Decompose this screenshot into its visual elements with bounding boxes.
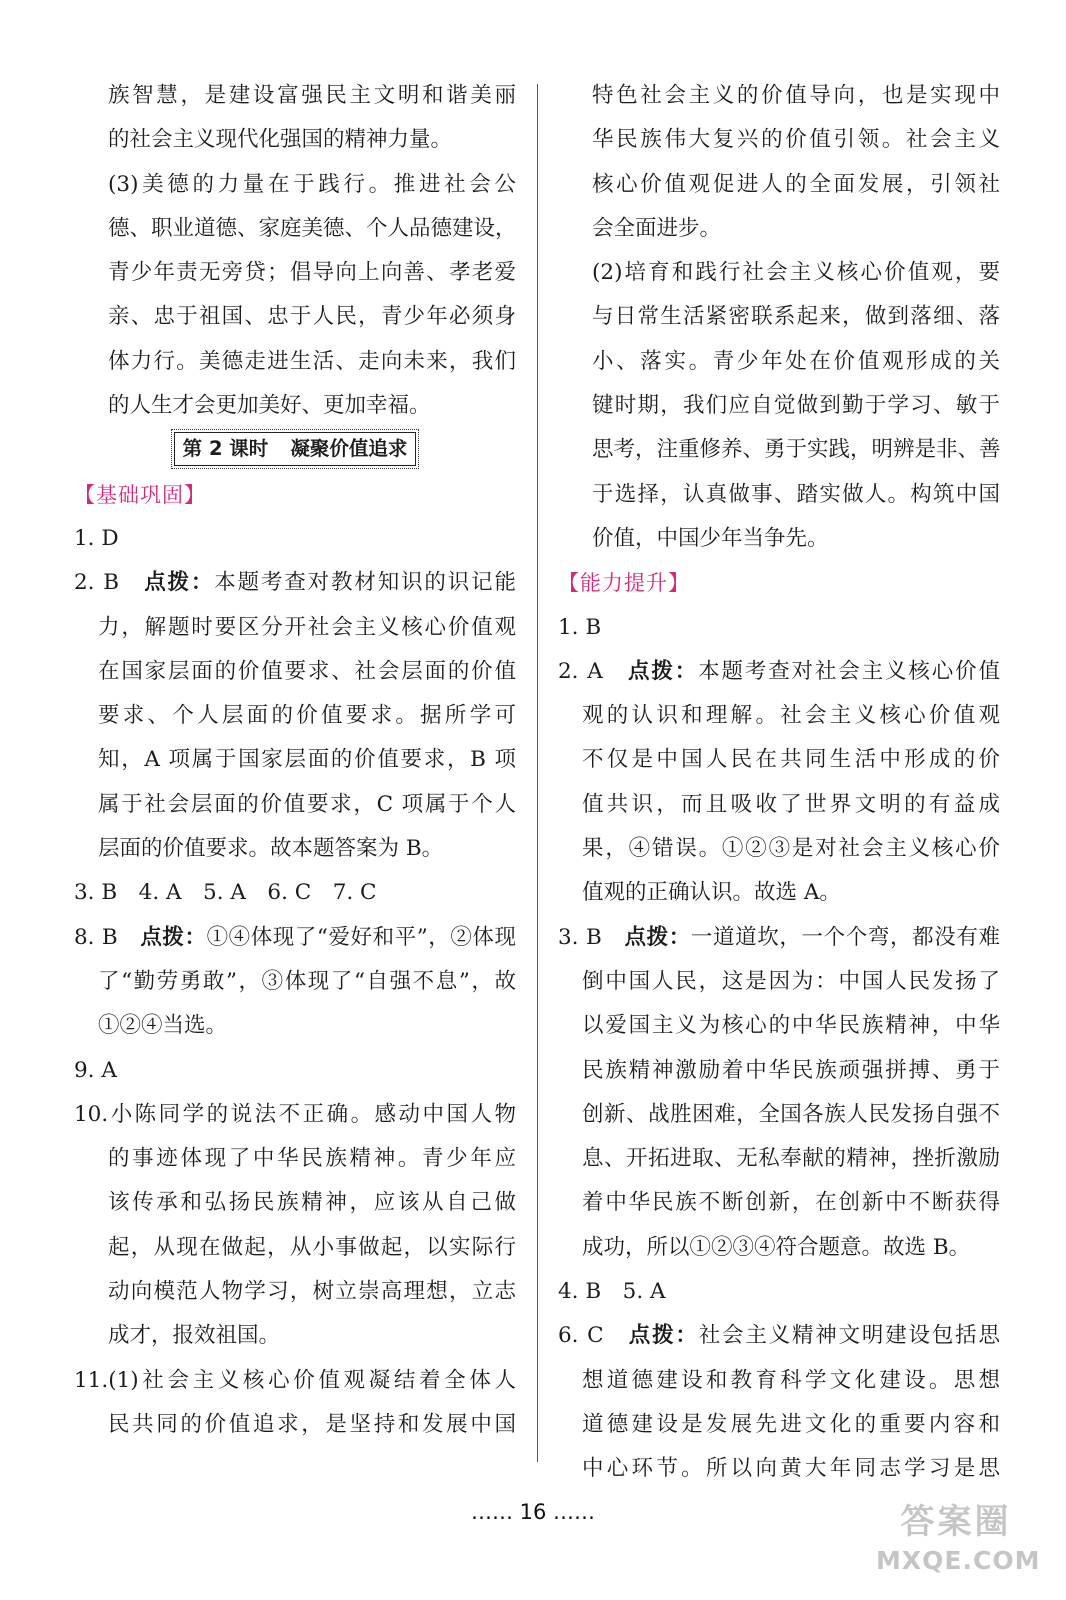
text-line: 特色社会主义的价值导向，也是实现中 xyxy=(592,83,1000,108)
text-line: 的人生才会更加美好、更加幸福。 xyxy=(108,393,431,419)
text-line: 值观的正确认识。故选 A。 xyxy=(582,880,841,906)
answer-number: 10. xyxy=(74,1101,109,1127)
answer-first-line xyxy=(74,916,516,960)
answer-9: 9. A xyxy=(74,1057,117,1083)
text-line: 德、职业道德、家庭美德、个人品德建设， xyxy=(108,215,517,241)
answer-first-line xyxy=(558,916,1000,960)
intro-paragraph xyxy=(74,74,516,428)
text-line: 该传承和弘扬民族精神，应该从自己做 xyxy=(108,1190,516,1216)
lesson-title-box xyxy=(174,432,417,466)
answer-number: 2. B xyxy=(74,570,119,596)
lesson-heading xyxy=(74,428,516,472)
text-line: (2)培育和践行社会主义核心价值观，要 xyxy=(592,260,1000,286)
text-line: 想道德建设和教育科学文化建设。思想 xyxy=(582,1367,1000,1393)
text-line: 的社会主义现代化强国的精神力量。 xyxy=(108,127,453,153)
text-line: 中心环节。所以向黄大年同志学习是思 xyxy=(582,1456,1000,1482)
watermark-url: MXQE.COM xyxy=(876,1546,1041,1575)
section-tag-basic: 【基础巩固】 xyxy=(74,482,206,507)
text-line: 知，A 项属于国家层面的价值要求，B 项 xyxy=(98,747,516,773)
text-line: 着中华民族不断创新，在创新中不断获得 xyxy=(582,1190,1000,1216)
text-line: 华民族伟大复兴的价值引领。社会主义 xyxy=(592,127,1000,153)
text-line: 了“勤劳勇敢”，③体现了“自强不息”，故 xyxy=(98,968,516,994)
answer-number: 2. A xyxy=(558,658,603,684)
text-line: 在国家层面的价值要求、社会层面的价值 xyxy=(98,658,516,684)
answer-text: 本题考查对社会主义核心价值 xyxy=(698,658,1000,684)
text-line: 价值，中国少年当争先。 xyxy=(592,525,829,551)
text-line: 创新、战胜困难，全国各族人民发扬自强不 xyxy=(582,1101,1000,1127)
text-line: 小、落实。青少年处在价值观形成的关 xyxy=(592,348,1000,374)
answer-number: 11. xyxy=(74,1367,109,1393)
tip-label: 点拨： xyxy=(140,924,207,950)
answer-8 xyxy=(74,916,516,1049)
text-line: 会全面进步。 xyxy=(592,215,722,241)
text-line: 层面的价值要求。故本题答案为 B。 xyxy=(98,836,444,862)
tip-label: 点拨： xyxy=(624,924,691,950)
text-line: 值共识，而且吸收了世界文明的有益成 xyxy=(582,791,1000,817)
text-line: 不仅是中国人民在共同生活中形成的价 xyxy=(582,747,1000,773)
answer-number: 6. C xyxy=(558,1323,604,1349)
tip-label: 点拨： xyxy=(628,1323,699,1349)
answer-text: (1)社会主义核心价值观凝结着全体人 xyxy=(108,1367,516,1393)
text-line: 倒中国人民，这是因为：中国人民发扬了 xyxy=(582,968,1000,994)
text-line: 民共同的价值追求，是坚持和发展中国 xyxy=(108,1411,516,1437)
text-line: 果，④错误。①②③是对社会主义核心价 xyxy=(582,836,1000,862)
text-line: 息、开拓进取、无私奉献的精神，挫折激励 xyxy=(582,1146,1000,1172)
text-line: 成才，报效祖国。 xyxy=(108,1323,281,1349)
text-line: 力，解题时要区分开社会主义核心价值观 xyxy=(98,614,516,640)
text-line: 动向模范人物学习，树立崇高理想，立志 xyxy=(108,1279,516,1305)
text-line: 于选择，认真做事、踏实做人。构筑中国 xyxy=(592,481,1000,507)
text-line: 观的认识和理解。社会主义核心价值观 xyxy=(582,703,1000,729)
answer-2 xyxy=(74,561,516,871)
answer-first-line xyxy=(74,1359,516,1403)
lesson-number: 第 2 课时 xyxy=(182,437,269,461)
text-line: 体力行。美德走进生活、走向未来，我们 xyxy=(108,348,516,374)
text-line: (3)美德的力量在于践行。推进社会公 xyxy=(108,171,516,197)
column-divider xyxy=(537,84,538,1462)
answer-first-line xyxy=(74,561,516,605)
answer-text: 社会主义精神文明建设包括思 xyxy=(698,1323,1000,1349)
text-line: 族智慧，是建设富强民主文明和谐美丽 xyxy=(108,83,516,108)
right-column xyxy=(558,74,1000,1492)
text-line: 的事迹体现了中华民族精神。青少年应 xyxy=(108,1146,516,1172)
text-line: 与日常生活紧密联系起来，做到落细、落 xyxy=(592,304,1000,330)
text-line: 核心价值观促进人的全面发展，引领社 xyxy=(592,171,1000,197)
answer-6 xyxy=(558,1314,1000,1491)
answer-1: 1. B xyxy=(558,614,602,640)
answer-10 xyxy=(74,1093,516,1359)
text-line: 要求、个人层面的价值要求。据所学可 xyxy=(98,703,516,729)
answers-4-to-5: 4. B 5. A xyxy=(558,1279,666,1305)
watermark-title: 答案圈 xyxy=(900,1502,1012,1542)
answer-2 xyxy=(558,650,1000,916)
answer-text: 本题考查对教材知识的识记能 xyxy=(214,570,516,596)
answer-text: 一道道坎，一个个弯，都没有难 xyxy=(690,924,1000,950)
answer-first-line xyxy=(74,1093,516,1137)
text-line: 思考，注重修养、勇于实践，明辨是非、善 xyxy=(592,437,1001,463)
lesson-title: 凝聚价值追求 xyxy=(290,437,408,461)
text-line: 以爱国主义为核心的中华民族精神，中华 xyxy=(582,1013,1000,1039)
tip-label: 点拨： xyxy=(627,658,699,684)
answer-number: 3. B xyxy=(558,924,602,950)
text-line: ①②④当选。 xyxy=(98,1013,228,1039)
text-line: 民族精神激励着中华民族顽强拼搏、勇于 xyxy=(582,1057,1000,1083)
text-line: 亲、忠于祖国、忠于人民，青少年必须身 xyxy=(108,304,516,330)
text-line: 起，从现在做起，从小事做起，以实际行 xyxy=(108,1234,516,1260)
text-line: 道德建设是发展先进文化的重要内容和 xyxy=(582,1411,1000,1437)
left-column xyxy=(74,74,516,1447)
answer-first-line xyxy=(558,1314,1000,1358)
section-header-basic xyxy=(74,473,516,517)
answers-3-to-7: 3. B 4. A 5. A 6. C 7. C xyxy=(74,880,377,906)
answer-1: 1. D xyxy=(74,525,119,551)
text-line: 青少年责无旁贷；倡导向上向善、孝老爱 xyxy=(108,260,516,286)
text-line: 属于社会层面的价值要求，C 项属于个人 xyxy=(98,791,516,817)
page-number: …… 16 …… xyxy=(470,1500,596,1524)
answer-text: ①④体现了“爱好和平”，②体现 xyxy=(206,924,516,950)
section-header-ability xyxy=(558,561,1000,605)
answer-number: 8. B xyxy=(74,924,118,950)
answer-3 xyxy=(558,916,1000,1270)
section-tag-ability: 【能力提升】 xyxy=(558,571,690,596)
answer-text: 小陈同学的说法不正确。感动中国人物 xyxy=(108,1101,516,1127)
text-line: 成功，所以①②③④符合题意。故选 B。 xyxy=(582,1234,971,1260)
answer-11 xyxy=(74,1359,516,1448)
answer-first-line xyxy=(558,650,1000,694)
tip-label: 点拨： xyxy=(144,570,215,596)
text-line: 键时期，我们应自觉做到勤于学习、敏于 xyxy=(592,393,1000,419)
answer-11-continued xyxy=(558,74,1000,561)
watermark xyxy=(876,1500,1041,1584)
